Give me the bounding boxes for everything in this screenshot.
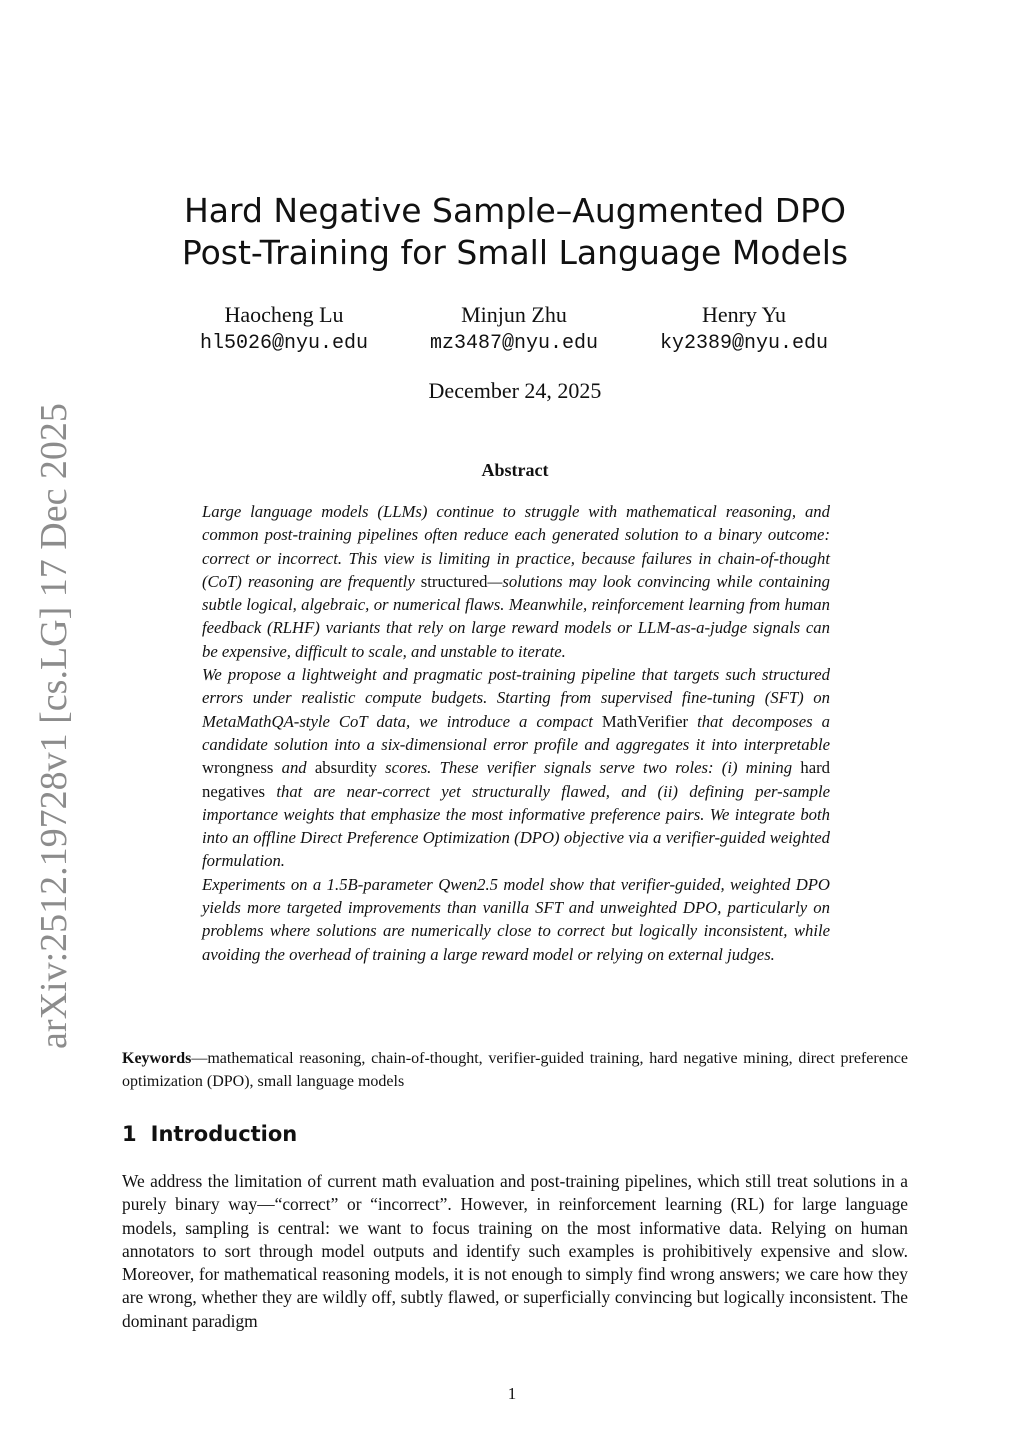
abstract-text: that decomposes a candidate solution into a six-dimensional error profile and aggregates it into interpretable (202, 711, 830, 754)
author-email[interactable]: ky2389@nyu.edu (659, 332, 829, 355)
author-email[interactable]: mz3487@nyu.edu (429, 332, 599, 355)
abstract-text: We propose a lightweight and pragmatic post-training pipeline that targets such structured errors under realistic compute budgets. Starting from supervised fine-tuning (SFT) on MetaMathQA-style CoT data, we introduce a compact (202, 665, 830, 731)
abstract-text: and (273, 758, 315, 778)
keywords-text: —mathematical reasoning, chain-of-thought, verifier-guided training, hard negative mining, direct preference optimization (DPO), small language models (122, 1050, 908, 1090)
abstract-text: Large language models (LLMs) continue to struggle with mathematical reasoning, and common post-training pipelines often reduce each generated solution to a binary outcome: correct or incorrect. This view is limiting in practice, because failures in chain-of-thought (CoT) reasoning are frequently (202, 502, 830, 591)
section-number: 1 (122, 1122, 137, 1146)
author-block-3 (624, 301, 864, 359)
arxiv-identifier-stamp: arXiv:2512.19728v1 [cs.LG] 17 Dec 2025 (33, 403, 75, 1049)
author-name: Minjun Zhu (461, 302, 567, 327)
abstract-text: —solutions may look convincing while containing subtle logical, algebraic, or numerical flaws. Meanwhile, reinforcement learning from human feedback (RLHF) variants that rely on large reward models or LLM-as-a-judge signals can be expensive, difficult to scale, and unstable to iterate. (202, 571, 830, 661)
keywords-block (122, 1047, 908, 1093)
abstract-body (202, 500, 830, 966)
paper-title-line-2: Post-Training for Small Language Models (181, 233, 849, 272)
page-number: 1 (507, 1384, 517, 1403)
introduction-paragraph: We address the limitation of current math evaluation and post-training pipelines, which still treat solutions in a purely binary way—“correct” or “incorrect”. However, in reinforcement learning (RL) for large language models, sampling is central: we want to focus training on the most informative data. Relying on human annotators to sort through model outputs and identify such examples is prohibitively expensive and slow. Moreover, for mathematical reasoning models, it is not enough to simply find wrong answers; we care how they are wrong, whether they are wildly off, subtly flawed, or superficially convincing but logically inconsistent. The dominant paradigm (122, 1171, 908, 1331)
author-block-2 (394, 301, 634, 359)
abstract-heading: Abstract (481, 460, 549, 480)
abstract-term-upright: MathVerifier (601, 711, 689, 731)
abstract-term-upright: absurdity (314, 758, 377, 778)
section-heading-introduction (122, 1122, 297, 1146)
abstract-term-upright: wrongness (202, 758, 274, 778)
section-title: Introduction (150, 1122, 298, 1146)
abstract-term-upright: structured (420, 571, 488, 591)
paper-title (120, 190, 910, 274)
author-block-1 (164, 301, 404, 359)
publication-date: December 24, 2025 (428, 378, 602, 403)
paper-title-line-1: Hard Negative Sample–Augmented DPO (183, 191, 847, 230)
keywords-label: Keywords (122, 1050, 192, 1067)
author-name: Henry Yu (701, 302, 787, 327)
abstract-paragraph-1 (202, 500, 830, 663)
abstract-paragraph-3: Experiments on a 1.5B-parameter Qwen2.5 model show that verifier-guided, weighted DPO yields more targeted improvements than vanilla SFT and unweighted DPO, particularly on problems where solutions are numerically close to correct but logically inconsistent, while avoiding the overhead of training a large reward model or relying on external judges. (202, 874, 830, 964)
author-name: Haocheng Lu (224, 302, 344, 327)
abstract-paragraph-2 (202, 663, 830, 873)
abstract-term-upright: hard negatives (202, 758, 830, 801)
abstract-text: scores. These verifier signals serve two roles: (i) mining (376, 758, 801, 778)
author-email[interactable]: hl5026@nyu.edu (199, 332, 369, 355)
abstract-text: that are near-correct yet structurally flawed, and (ii) defining per-sample importance weights that emphasize the most informative preference pairs. We integrate both into an offline Direct Preference Optimization (DPO) objective via a verifier-guided weighted formulation. (202, 781, 830, 871)
